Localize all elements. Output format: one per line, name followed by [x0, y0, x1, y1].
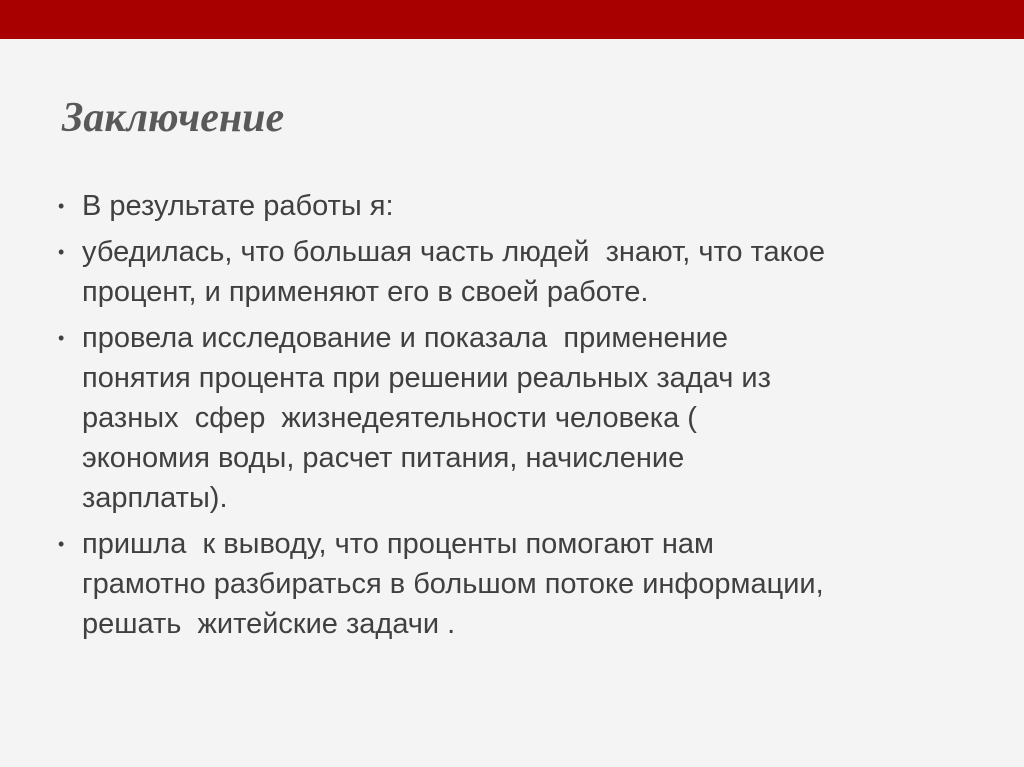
bullet-list: [58, 186, 988, 650]
bullet-text: В результате работы я:: [82, 190, 394, 222]
bullet-item: [58, 232, 988, 312]
bullet-text: провела исследование и показала применение понятия процента при решении реальных задач из разных сфер жизнедеятельности человека ( экономия воды, расчет питания, начисление зарплаты).: [82, 322, 771, 514]
bullet-item: [58, 186, 988, 226]
bullet-item: [58, 524, 988, 644]
bullet-text: убедилась, что большая часть людей знают, что такое процент, и применяют его в своей работе.: [82, 236, 825, 308]
top-accent-bar: [0, 0, 1024, 39]
bullet-item: [58, 318, 988, 518]
bullet-text: пришла к выводу, что проценты помогают нам грамотно разбираться в большом потоке информации, решать житейские задачи .: [82, 528, 824, 640]
bullet-dot-icon: •: [58, 328, 65, 348]
slide-title: Заключение: [62, 95, 285, 141]
bullet-dot-icon: •: [58, 196, 65, 216]
bullet-dot-icon: •: [58, 534, 65, 554]
bullet-dot-icon: •: [58, 242, 65, 262]
